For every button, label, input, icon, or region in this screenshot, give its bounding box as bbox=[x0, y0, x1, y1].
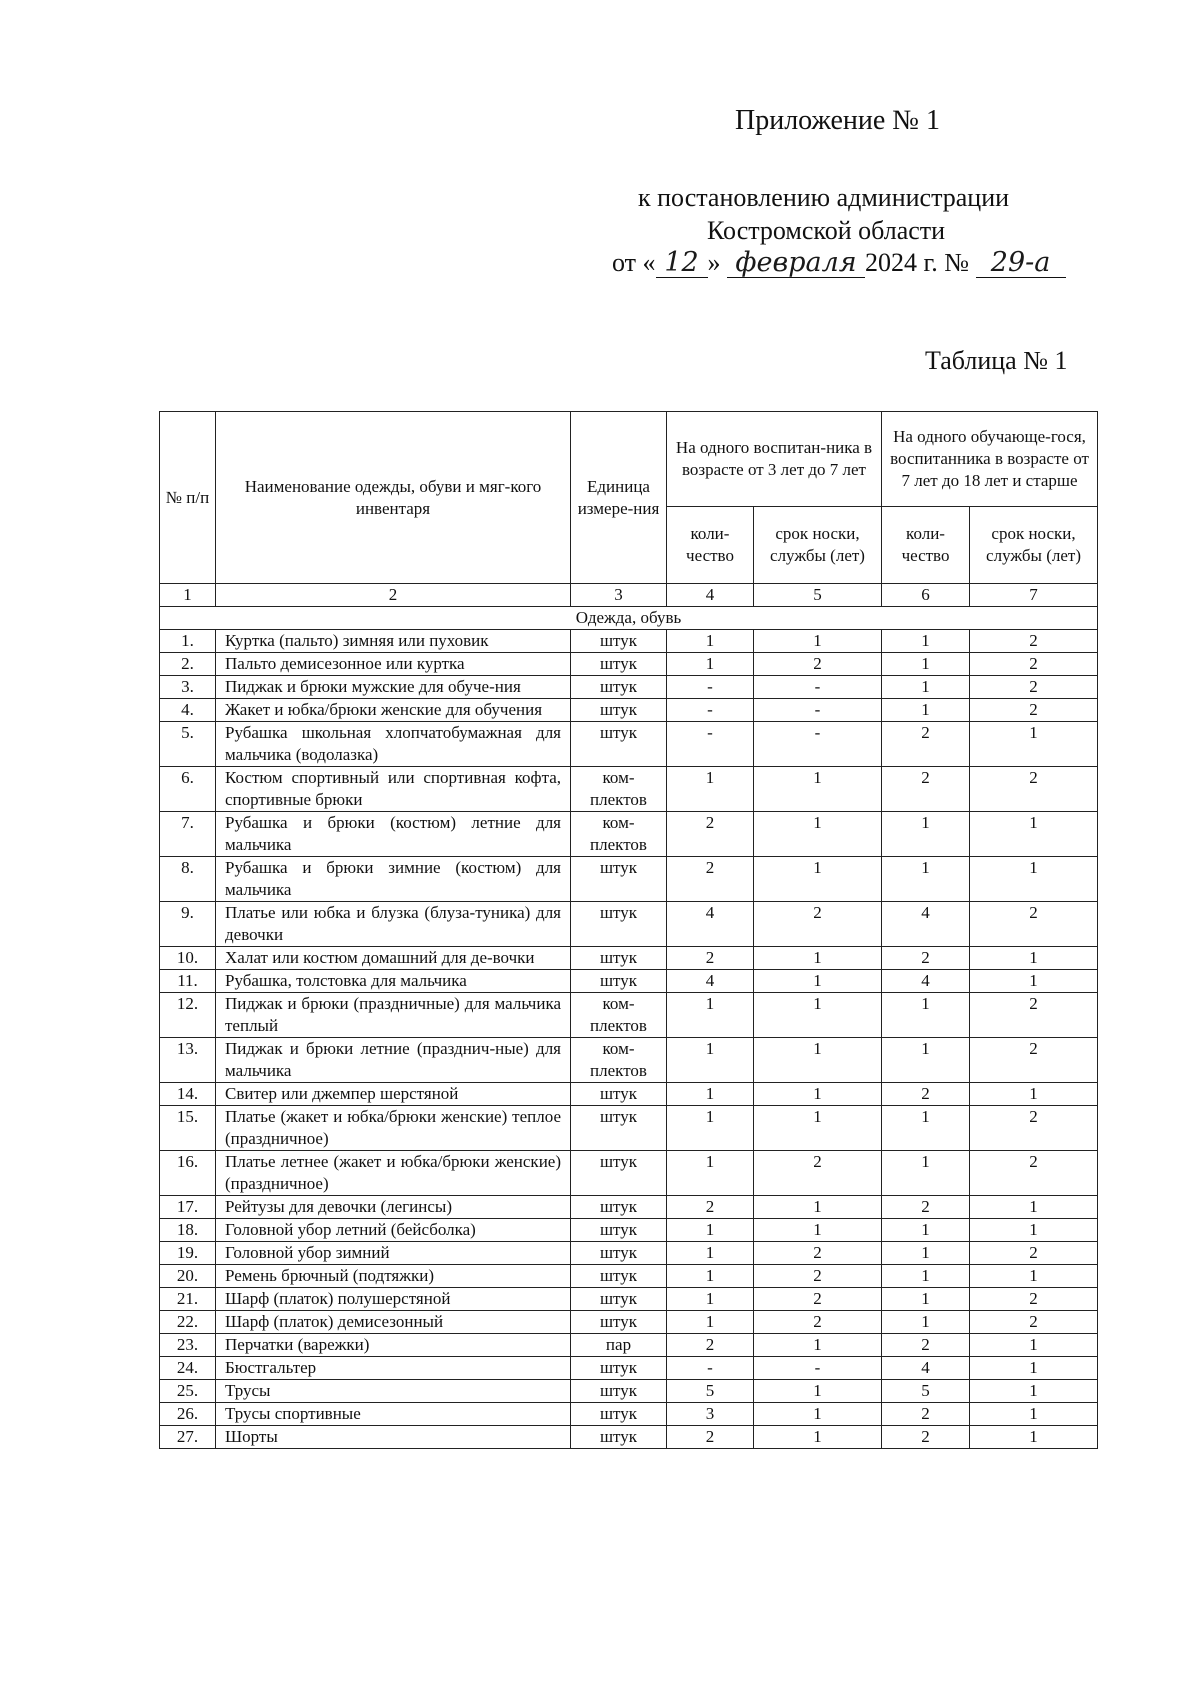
cell-q2: 1 bbox=[882, 993, 970, 1038]
decree-year-label: 2024 г. № bbox=[865, 248, 970, 277]
cell-q1: 3 bbox=[667, 1403, 754, 1426]
cell-q1: 2 bbox=[667, 1196, 754, 1219]
cell-t1: 2 bbox=[754, 1288, 882, 1311]
cell-name: Пиджак и брюки мужские для обуче-ния bbox=[216, 676, 571, 699]
cell-t1: 2 bbox=[754, 902, 882, 947]
table-row bbox=[160, 676, 1098, 699]
column-numbers-row bbox=[160, 584, 1098, 607]
decree-date-line bbox=[612, 248, 1066, 278]
cell-q2: 2 bbox=[882, 1403, 970, 1426]
decree-month-handwritten: февраля bbox=[727, 249, 865, 278]
cell-t2: 2 bbox=[970, 1106, 1098, 1151]
cell-t1: 1 bbox=[754, 1196, 882, 1219]
cell-q1: 1 bbox=[667, 630, 754, 653]
cell-n: 22. bbox=[160, 1311, 216, 1334]
cell-q2: 1 bbox=[882, 676, 970, 699]
cell-q1: 4 bbox=[667, 902, 754, 947]
section-row bbox=[160, 607, 1098, 630]
header-name: Наименование одежды, обуви и мяг-кого инвентаря bbox=[216, 412, 571, 584]
table-row bbox=[160, 1038, 1098, 1083]
header-qty-2: коли-чество bbox=[882, 507, 970, 584]
cell-t1: 2 bbox=[754, 1311, 882, 1334]
cell-n: 13. bbox=[160, 1038, 216, 1083]
cell-q2: 2 bbox=[882, 767, 970, 812]
cell-t2: 1 bbox=[970, 1334, 1098, 1357]
cell-q2: 1 bbox=[882, 653, 970, 676]
cell-name: Жакет и юбка/брюки женские для обучения bbox=[216, 699, 571, 722]
cell-unit: ком-плектов bbox=[571, 767, 667, 812]
cell-name: Бюстгальтер bbox=[216, 1357, 571, 1380]
cell-t2: 2 bbox=[970, 1311, 1098, 1334]
header-term-1: срок носки, службы (лет) bbox=[754, 507, 882, 584]
table-row bbox=[160, 1265, 1098, 1288]
cell-name: Шарф (платок) полушерстяной bbox=[216, 1288, 571, 1311]
cell-t2: 1 bbox=[970, 1357, 1098, 1380]
cell-q1: 2 bbox=[667, 812, 754, 857]
cell-n: 19. bbox=[160, 1242, 216, 1265]
cell-t1: 1 bbox=[754, 1403, 882, 1426]
cell-t1: 1 bbox=[754, 812, 882, 857]
column-number: 2 bbox=[216, 584, 571, 607]
cell-n: 27. bbox=[160, 1426, 216, 1449]
cell-t2: 2 bbox=[970, 993, 1098, 1038]
table-row bbox=[160, 1380, 1098, 1403]
cell-n: 1. bbox=[160, 630, 216, 653]
cell-q2: 1 bbox=[882, 1106, 970, 1151]
cell-t1: 2 bbox=[754, 1242, 882, 1265]
cell-n: 2. bbox=[160, 653, 216, 676]
cell-name: Свитер или джемпер шерстяной bbox=[216, 1083, 571, 1106]
cell-unit: штук bbox=[571, 630, 667, 653]
table-row bbox=[160, 1219, 1098, 1242]
cell-q1: 2 bbox=[667, 1334, 754, 1357]
cell-t1: 1 bbox=[754, 970, 882, 993]
cell-unit: штук bbox=[571, 722, 667, 767]
cell-unit: штук bbox=[571, 653, 667, 676]
cell-name: Пиджак и брюки летние (празднич-ные) для мальчика bbox=[216, 1038, 571, 1083]
table-row bbox=[160, 1403, 1098, 1426]
cell-name: Трусы спортивные bbox=[216, 1403, 571, 1426]
section-title: Одежда, обувь bbox=[160, 607, 1098, 630]
cell-n: 6. bbox=[160, 767, 216, 812]
cell-name: Ремень брючный (подтяжки) bbox=[216, 1265, 571, 1288]
cell-t2: 1 bbox=[970, 1403, 1098, 1426]
table-row bbox=[160, 1334, 1098, 1357]
table-row bbox=[160, 947, 1098, 970]
table-row bbox=[160, 857, 1098, 902]
cell-q1: 1 bbox=[667, 1151, 754, 1196]
cell-t1: - bbox=[754, 699, 882, 722]
header-group-3-7: На одного воспитан-ника в возрасте от 3 лет до 7 лет bbox=[667, 412, 882, 507]
cell-unit: ком-плектов bbox=[571, 1038, 667, 1083]
cell-q1: 4 bbox=[667, 970, 754, 993]
cell-n: 3. bbox=[160, 676, 216, 699]
cell-t2: 2 bbox=[970, 1288, 1098, 1311]
cell-unit: штук bbox=[571, 1265, 667, 1288]
header-group-7-18: На одного обучающе-гося, воспитанника в возрасте от 7 лет до 18 лет и старше bbox=[882, 412, 1098, 507]
cell-n: 21. bbox=[160, 1288, 216, 1311]
cell-q2: 2 bbox=[882, 1334, 970, 1357]
cell-q1: - bbox=[667, 722, 754, 767]
cell-name: Шарф (платок) демисезонный bbox=[216, 1311, 571, 1334]
cell-t1: 2 bbox=[754, 1151, 882, 1196]
cell-unit: штук bbox=[571, 1311, 667, 1334]
cell-name: Рубашка школьная хлопчатобумажная для мальчика (водолазка) bbox=[216, 722, 571, 767]
cell-t2: 2 bbox=[970, 1151, 1098, 1196]
header-qty-1: коли-чество bbox=[667, 507, 754, 584]
cell-n: 4. bbox=[160, 699, 216, 722]
cell-q2: 2 bbox=[882, 1426, 970, 1449]
cell-unit: штук bbox=[571, 1357, 667, 1380]
decree-line-1: к постановлению администрации bbox=[638, 183, 1010, 212]
cell-unit: штук bbox=[571, 947, 667, 970]
cell-n: 12. bbox=[160, 993, 216, 1038]
cell-n: 5. bbox=[160, 722, 216, 767]
cell-name: Куртка (пальто) зимняя или пуховик bbox=[216, 630, 571, 653]
cell-q1: - bbox=[667, 699, 754, 722]
cell-t2: 1 bbox=[970, 970, 1098, 993]
cell-q1: 1 bbox=[667, 993, 754, 1038]
norms-table bbox=[159, 411, 1098, 1449]
cell-name: Рубашка и брюки зимние (костюм) для мальчика bbox=[216, 857, 571, 902]
table-row bbox=[160, 1083, 1098, 1106]
cell-n: 16. bbox=[160, 1151, 216, 1196]
cell-q1: 1 bbox=[667, 653, 754, 676]
table-row bbox=[160, 1196, 1098, 1219]
cell-t2: 1 bbox=[970, 947, 1098, 970]
cell-unit: штук bbox=[571, 1106, 667, 1151]
cell-n: 23. bbox=[160, 1334, 216, 1357]
cell-n: 7. bbox=[160, 812, 216, 857]
decree-quote-close: » bbox=[707, 248, 721, 277]
column-number: 7 bbox=[970, 584, 1098, 607]
table-row bbox=[160, 1357, 1098, 1380]
decree-line-2: Костромской области bbox=[707, 216, 946, 245]
cell-unit: штук bbox=[571, 1196, 667, 1219]
decree-from-label: от « bbox=[612, 248, 656, 277]
cell-name: Рубашка и брюки (костюм) летние для мальчика bbox=[216, 812, 571, 857]
cell-name: Рубашка, толстовка для мальчика bbox=[216, 970, 571, 993]
cell-name: Платье или юбка и блузка (блуза-туника) для девочки bbox=[216, 902, 571, 947]
table-row bbox=[160, 970, 1098, 993]
cell-q1: - bbox=[667, 1357, 754, 1380]
cell-name: Рейтузы для девочки (легинсы) bbox=[216, 1196, 571, 1219]
cell-name: Головной убор летний (бейсболка) bbox=[216, 1219, 571, 1242]
cell-n: 10. bbox=[160, 947, 216, 970]
cell-t1: 1 bbox=[754, 1038, 882, 1083]
cell-q2: 1 bbox=[882, 1288, 970, 1311]
cell-q2: 1 bbox=[882, 857, 970, 902]
cell-name: Пиджак и брюки (праздничные) для мальчика теплый bbox=[216, 993, 571, 1038]
cell-t2: 1 bbox=[970, 1083, 1098, 1106]
cell-q2: 1 bbox=[882, 1311, 970, 1334]
cell-t2: 1 bbox=[970, 1265, 1098, 1288]
cell-q2: 1 bbox=[882, 1038, 970, 1083]
cell-q2: 1 bbox=[882, 1219, 970, 1242]
table-row bbox=[160, 812, 1098, 857]
cell-t2: 2 bbox=[970, 767, 1098, 812]
cell-t2: 1 bbox=[970, 1196, 1098, 1219]
cell-q2: 1 bbox=[882, 1151, 970, 1196]
table-row bbox=[160, 902, 1098, 947]
cell-unit: штук bbox=[571, 699, 667, 722]
table-row bbox=[160, 630, 1098, 653]
cell-t2: 2 bbox=[970, 699, 1098, 722]
cell-t2: 2 bbox=[970, 653, 1098, 676]
cell-t1: 1 bbox=[754, 1334, 882, 1357]
table-row bbox=[160, 1311, 1098, 1334]
cell-q2: 4 bbox=[882, 1357, 970, 1380]
cell-t1: 1 bbox=[754, 947, 882, 970]
cell-q1: 1 bbox=[667, 1219, 754, 1242]
cell-n: 26. bbox=[160, 1403, 216, 1426]
cell-unit: штук bbox=[571, 1426, 667, 1449]
cell-unit: штук bbox=[571, 1288, 667, 1311]
cell-q1: 2 bbox=[667, 1426, 754, 1449]
cell-q1: 1 bbox=[667, 1288, 754, 1311]
header-num: № п/п bbox=[160, 412, 216, 584]
cell-name: Трусы bbox=[216, 1380, 571, 1403]
cell-q1: 1 bbox=[667, 1038, 754, 1083]
cell-t1: - bbox=[754, 1357, 882, 1380]
cell-name: Головной убор зимний bbox=[216, 1242, 571, 1265]
cell-unit: штук bbox=[571, 1403, 667, 1426]
cell-q2: 2 bbox=[882, 1196, 970, 1219]
cell-q1: 1 bbox=[667, 1106, 754, 1151]
cell-unit: пар bbox=[571, 1334, 667, 1357]
cell-q2: 2 bbox=[882, 722, 970, 767]
appendix-title: Приложение № 1 bbox=[735, 105, 940, 136]
cell-n: 9. bbox=[160, 902, 216, 947]
cell-t1: 1 bbox=[754, 1380, 882, 1403]
cell-t2: 2 bbox=[970, 630, 1098, 653]
cell-t2: 2 bbox=[970, 676, 1098, 699]
cell-unit: ком-плектов bbox=[571, 993, 667, 1038]
table-row bbox=[160, 653, 1098, 676]
cell-name: Пальто демисезонное или куртка bbox=[216, 653, 571, 676]
table-row bbox=[160, 767, 1098, 812]
cell-unit: штук bbox=[571, 676, 667, 699]
cell-n: 24. bbox=[160, 1357, 216, 1380]
column-number: 5 bbox=[754, 584, 882, 607]
cell-q2: 1 bbox=[882, 699, 970, 722]
cell-unit: штук bbox=[571, 1083, 667, 1106]
cell-unit: штук bbox=[571, 970, 667, 993]
cell-q2: 2 bbox=[882, 947, 970, 970]
table-row bbox=[160, 1106, 1098, 1151]
cell-n: 18. bbox=[160, 1219, 216, 1242]
cell-n: 15. bbox=[160, 1106, 216, 1151]
cell-name: Шорты bbox=[216, 1426, 571, 1449]
cell-name: Костюм спортивный или спортивная кофта, спортивные брюки bbox=[216, 767, 571, 812]
column-number: 4 bbox=[667, 584, 754, 607]
cell-n: 14. bbox=[160, 1083, 216, 1106]
cell-t1: 1 bbox=[754, 630, 882, 653]
table-row bbox=[160, 1288, 1098, 1311]
cell-q1: 5 bbox=[667, 1380, 754, 1403]
cell-t1: 2 bbox=[754, 653, 882, 676]
cell-q2: 1 bbox=[882, 1265, 970, 1288]
cell-n: 11. bbox=[160, 970, 216, 993]
column-number: 6 bbox=[882, 584, 970, 607]
cell-q1: 1 bbox=[667, 1311, 754, 1334]
cell-t1: 1 bbox=[754, 1219, 882, 1242]
column-number: 3 bbox=[571, 584, 667, 607]
cell-t2: 1 bbox=[970, 1380, 1098, 1403]
decree-day-handwritten: 12 bbox=[656, 249, 708, 278]
cell-t1: 1 bbox=[754, 1106, 882, 1151]
cell-unit: штук bbox=[571, 902, 667, 947]
table-row bbox=[160, 1426, 1098, 1449]
table-row bbox=[160, 993, 1098, 1038]
cell-t1: - bbox=[754, 722, 882, 767]
cell-n: 8. bbox=[160, 857, 216, 902]
cell-t1: - bbox=[754, 676, 882, 699]
cell-q1: 1 bbox=[667, 767, 754, 812]
cell-q2: 1 bbox=[882, 630, 970, 653]
cell-q1: 2 bbox=[667, 947, 754, 970]
cell-t1: 1 bbox=[754, 993, 882, 1038]
column-number: 1 bbox=[160, 584, 216, 607]
table-row bbox=[160, 722, 1098, 767]
header-unit: Единица измере-ния bbox=[571, 412, 667, 584]
table-row bbox=[160, 699, 1098, 722]
cell-t1: 1 bbox=[754, 1426, 882, 1449]
cell-t1: 1 bbox=[754, 1083, 882, 1106]
cell-q2: 2 bbox=[882, 1083, 970, 1106]
cell-unit: штук bbox=[571, 1219, 667, 1242]
cell-t2: 2 bbox=[970, 902, 1098, 947]
cell-q2: 5 bbox=[882, 1380, 970, 1403]
cell-name: Платье (жакет и юбка/брюки женские) теплое (праздничное) bbox=[216, 1106, 571, 1151]
cell-q2: 1 bbox=[882, 812, 970, 857]
header-term-2: срок носки, службы (лет) bbox=[970, 507, 1098, 584]
cell-q1: 1 bbox=[667, 1242, 754, 1265]
cell-name: Перчатки (варежки) bbox=[216, 1334, 571, 1357]
cell-t1: 1 bbox=[754, 857, 882, 902]
table-row bbox=[160, 1242, 1098, 1265]
cell-t2: 1 bbox=[970, 1426, 1098, 1449]
cell-t2: 1 bbox=[970, 1219, 1098, 1242]
cell-t2: 1 bbox=[970, 812, 1098, 857]
table-title: Таблица № 1 bbox=[925, 346, 1068, 375]
cell-unit: ком-плектов bbox=[571, 812, 667, 857]
decree-number-handwritten: 29-а bbox=[976, 249, 1066, 278]
cell-n: 25. bbox=[160, 1380, 216, 1403]
cell-unit: штук bbox=[571, 857, 667, 902]
cell-q1: 1 bbox=[667, 1265, 754, 1288]
cell-unit: штук bbox=[571, 1242, 667, 1265]
cell-q1: 2 bbox=[667, 857, 754, 902]
cell-name: Платье летнее (жакет и юбка/брюки женские) (праздничное) bbox=[216, 1151, 571, 1196]
cell-q2: 4 bbox=[882, 902, 970, 947]
cell-n: 17. bbox=[160, 1196, 216, 1219]
cell-unit: штук bbox=[571, 1380, 667, 1403]
cell-unit: штук bbox=[571, 1151, 667, 1196]
cell-t2: 1 bbox=[970, 722, 1098, 767]
cell-q2: 4 bbox=[882, 970, 970, 993]
cell-n: 20. bbox=[160, 1265, 216, 1288]
cell-t2: 2 bbox=[970, 1242, 1098, 1265]
cell-q2: 1 bbox=[882, 1242, 970, 1265]
cell-q1: 1 bbox=[667, 1083, 754, 1106]
cell-t2: 1 bbox=[970, 857, 1098, 902]
cell-t2: 2 bbox=[970, 1038, 1098, 1083]
table-row bbox=[160, 1151, 1098, 1196]
cell-q1: - bbox=[667, 676, 754, 699]
cell-t1: 2 bbox=[754, 1265, 882, 1288]
cell-name: Халат или костюм домашний для де-вочки bbox=[216, 947, 571, 970]
cell-t1: 1 bbox=[754, 767, 882, 812]
